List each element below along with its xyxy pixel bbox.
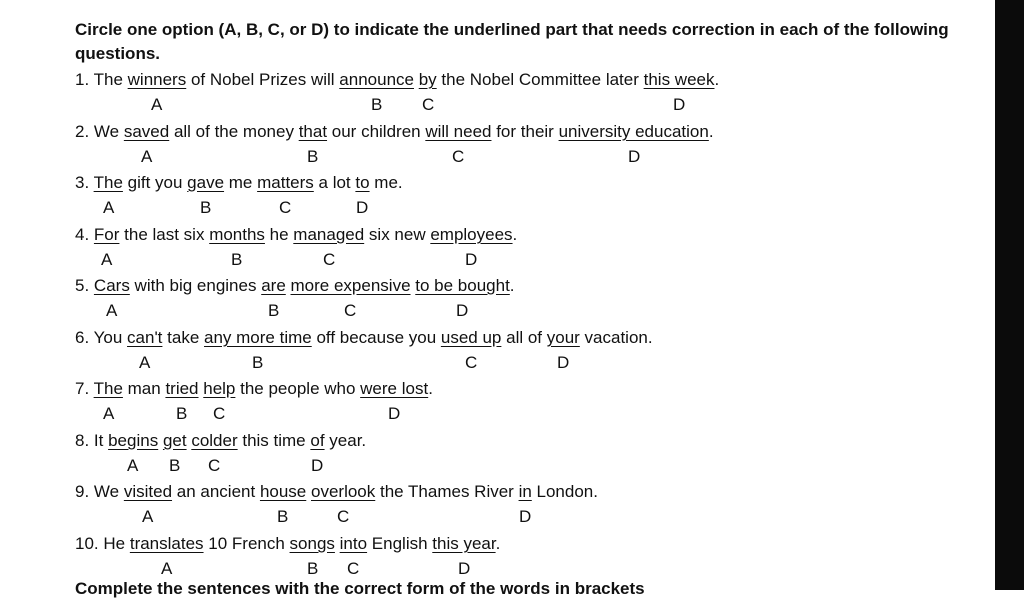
sentence-text: all of the money — [169, 122, 299, 141]
option-label-b[interactable]: B — [371, 95, 383, 114]
option-label-c[interactable]: C — [465, 353, 478, 372]
option-label-a[interactable]: A — [103, 198, 115, 217]
question-1 — [75, 70, 719, 90]
option-label-d[interactable]: D — [311, 456, 324, 475]
underlined-option-d[interactable]: of — [310, 431, 325, 450]
option-label-a[interactable]: A — [139, 353, 151, 372]
next-section-heading-cut-off: Complete the sentences with the correct form of the words in brackets — [75, 579, 645, 598]
sentence-text: . — [509, 276, 515, 295]
question-5 — [75, 276, 515, 296]
sentence-text: You — [93, 328, 128, 347]
option-label-c[interactable]: C — [208, 456, 221, 475]
underlined-option-c[interactable]: will need — [425, 122, 492, 141]
underlined-option-d[interactable]: were lost — [360, 379, 429, 398]
sentence-text: me — [224, 173, 258, 192]
underlined-option-b[interactable]: that — [298, 122, 328, 141]
option-label-d[interactable]: D — [465, 250, 478, 269]
underlined-option-d[interactable]: university education — [558, 122, 709, 141]
sentence-text: our children — [327, 122, 426, 141]
underlined-option-c[interactable]: used up — [440, 328, 502, 347]
option-label-a[interactable]: A — [106, 301, 118, 320]
underlined-option-a[interactable]: The — [93, 379, 123, 398]
underlined-option-c[interactable]: help — [203, 379, 236, 398]
option-label-a[interactable]: A — [101, 250, 113, 269]
sentence-text: of Nobel Prizes will — [186, 70, 340, 89]
question-number: 5. — [75, 276, 90, 295]
option-label-a[interactable]: A — [161, 559, 173, 578]
option-label-b[interactable]: B — [307, 147, 319, 166]
option-label-b[interactable]: B — [252, 353, 264, 372]
sentence-text: the people who — [235, 379, 361, 398]
option-label-a[interactable]: A — [141, 147, 153, 166]
option-label-b[interactable]: B — [231, 250, 243, 269]
underlined-option-a[interactable]: For — [93, 225, 120, 244]
sentence-text: me. — [369, 173, 403, 192]
sentence-text: . — [708, 122, 714, 141]
question-2 — [75, 122, 714, 142]
sentence-text: . — [428, 379, 433, 398]
option-label-d[interactable]: D — [388, 404, 401, 423]
sentence-text: year. — [324, 431, 367, 450]
underlined-option-b[interactable]: gave — [187, 173, 225, 192]
option-label-c[interactable]: C — [213, 404, 226, 423]
question-6 — [75, 328, 653, 348]
underlined-option-a[interactable]: visited — [123, 482, 173, 501]
option-label-c[interactable]: C — [347, 559, 360, 578]
underlined-option-c[interactable]: into — [339, 534, 368, 553]
question-10 — [75, 534, 500, 554]
option-label-c[interactable]: C — [337, 507, 350, 526]
option-label-d[interactable]: D — [356, 198, 369, 217]
sentence-text: The — [93, 70, 128, 89]
option-label-d[interactable]: D — [673, 95, 686, 114]
sentence-text: gift you — [122, 173, 188, 192]
underlined-option-d[interactable]: in — [518, 482, 532, 501]
option-label-b[interactable]: B — [169, 456, 181, 475]
option-label-a[interactable]: A — [142, 507, 154, 526]
sentence-text: a lot — [313, 173, 356, 192]
underlined-option-d[interactable]: your — [546, 328, 580, 347]
option-label-b[interactable]: B — [307, 559, 319, 578]
underlined-option-d[interactable]: to be bought — [415, 276, 510, 295]
underlined-option-c[interactable]: managed — [293, 225, 365, 244]
sentence-text: He — [103, 534, 130, 553]
sentence-text: all of — [501, 328, 547, 347]
underlined-option-c[interactable]: by — [418, 70, 437, 89]
underlined-option-b[interactable]: songs — [289, 534, 335, 553]
sentence-text: vacation. — [579, 328, 653, 347]
option-label-b[interactable]: B — [200, 198, 212, 217]
underlined-option-c[interactable]: more expensive — [290, 276, 411, 295]
option-label-c[interactable]: C — [344, 301, 357, 320]
option-label-d[interactable]: D — [628, 147, 641, 166]
sentence-text: the last six — [119, 225, 210, 244]
option-label-d[interactable]: D — [456, 301, 469, 320]
option-label-d[interactable]: D — [557, 353, 570, 372]
underlined-option-b[interactable]: are — [261, 276, 286, 295]
question-number: 4. — [75, 225, 90, 244]
right-edge-dark-bar — [995, 0, 1024, 590]
sentence-text: man — [122, 379, 166, 398]
sentence-text: 10 French — [203, 534, 290, 553]
sentence-text: . — [714, 70, 720, 89]
question-8 — [75, 431, 366, 451]
question-7 — [75, 379, 433, 399]
question-number: 2. — [75, 122, 90, 141]
sentence-text: six new — [364, 225, 431, 244]
question-number: 9. — [75, 482, 90, 501]
sentence-text: English — [367, 534, 433, 553]
option-label-c[interactable]: C — [452, 147, 465, 166]
option-label-a[interactable]: A — [151, 95, 163, 114]
underlined-option-c[interactable]: colder — [191, 431, 238, 450]
underlined-option-c[interactable]: matters — [257, 173, 314, 192]
underlined-option-a[interactable]: begins — [108, 431, 159, 450]
question-number: 3. — [75, 173, 90, 192]
sentence-text: take — [162, 328, 205, 347]
option-label-a[interactable]: A — [127, 456, 139, 475]
underlined-option-b[interactable]: tried — [165, 379, 199, 398]
sentence-text: the Thames River — [375, 482, 519, 501]
underlined-option-d[interactable]: to — [355, 173, 370, 192]
sentence-text: . — [512, 225, 518, 244]
option-label-d[interactable]: D — [458, 559, 471, 578]
underlined-option-a[interactable]: Cars — [93, 276, 130, 295]
sentence-text: this time — [237, 431, 311, 450]
question-number: 6. — [75, 328, 90, 347]
question-number: 8. — [75, 431, 90, 450]
underlined-option-a[interactable]: The — [93, 173, 123, 192]
underlined-option-b[interactable]: announce — [339, 70, 414, 89]
sentence-text: with big engines — [129, 276, 262, 295]
sentence-text: We — [93, 122, 124, 141]
question-9 — [75, 482, 598, 502]
instruction-text: Circle one option (A, B, C, or D) to indicate the underlined part that needs correction in each of the following questions. — [75, 20, 949, 63]
underlined-option-d[interactable]: this week — [643, 70, 715, 89]
underlined-option-a[interactable]: translates — [129, 534, 204, 553]
underlined-option-b[interactable]: months — [209, 225, 265, 244]
sentence-text: he — [264, 225, 294, 244]
underlined-option-a[interactable]: winners — [127, 70, 187, 89]
option-label-d[interactable]: D — [519, 507, 532, 526]
sentence-text: We — [93, 482, 124, 501]
option-label-c[interactable]: C — [422, 95, 435, 114]
underlined-option-b[interactable]: get — [162, 431, 187, 450]
underlined-option-a[interactable]: saved — [123, 122, 170, 141]
option-label-b[interactable]: B — [176, 404, 188, 423]
sentence-text: London. — [531, 482, 598, 501]
question-number: 1. — [75, 70, 90, 89]
sentence-text: . — [495, 534, 501, 553]
question-number: 7. — [75, 379, 90, 398]
sentence-text: It — [93, 431, 109, 450]
option-label-a[interactable]: A — [103, 404, 115, 423]
sentence-text: off because you — [311, 328, 441, 347]
question-3 — [75, 173, 403, 193]
question-4 — [75, 225, 517, 245]
underlined-option-b[interactable]: house — [259, 482, 307, 501]
underlined-option-a[interactable]: can't — [127, 328, 163, 347]
underlined-option-b[interactable]: any more time — [204, 328, 312, 347]
option-label-b[interactable]: B — [277, 507, 289, 526]
underlined-option-c[interactable]: overlook — [311, 482, 376, 501]
underlined-option-d[interactable]: employees — [430, 225, 513, 244]
sentence-text: an ancient — [172, 482, 260, 501]
option-label-b[interactable]: B — [268, 301, 280, 320]
question-number: 10. — [75, 534, 99, 553]
sentence-text: the Nobel Committee later — [436, 70, 644, 89]
underlined-option-d[interactable]: this year — [432, 534, 496, 553]
option-label-c[interactable]: C — [279, 198, 292, 217]
sentence-text: for their — [491, 122, 559, 141]
option-label-c[interactable]: C — [323, 250, 336, 269]
